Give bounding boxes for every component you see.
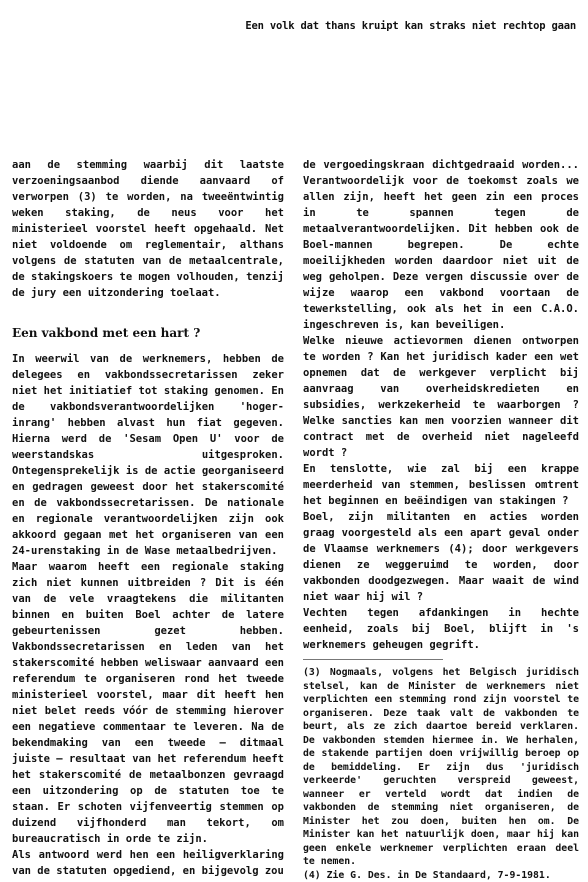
- footnote-divider: [303, 659, 443, 660]
- body-paragraph: In weerwil van de werknemers, hebben de delegees en vakbondssecretarissen zeker niet het initiatief tot staking genomen. En de vakbondsverantwoordelijken 'hoger-inrang' hebben alvast hun fiat gegeven. Hierna werd de 'Sesam Open U' voor de weerstandskas uitgesproken. Ontegensprekelijk is de actie georganiseerd en gedragen geweest door het stakerscomité en de vakbondssecretarissen. De nationale en regionale verantwoordelijken zijn ook akkoord gegaan met het organiseren van een 24-urenstaking in de Wase metaalbedrijven.: [12, 351, 284, 559]
- footnotes: [303, 666, 579, 882]
- body-paragraph: de vergoedingskraan dichtgedraaid worden... Verantwoordelijk voor de toekomst zoals we allen zijn, heeft het geen zin een proces in te spannen tegen de metaalverantwoordelijken. Dit hebben ook de Boel-mannen begrepen. De echte moeilijkheden worden daardoor niet uit de weg geholpen. Deze vergen discussie over de wijze waarop een vakbond voortaan de tewerkstelling, ook als het in een C.A.O. ingeschreven is, kan beveiligen.: [303, 157, 579, 333]
- section-heading: Een vakbond met een hart ?: [12, 325, 284, 341]
- footnote: (4) Zie G. Des. in De Standaard, 7-9-1981.: [303, 869, 579, 882]
- body-paragraph: Als antwoord werd hen een heiligverklaring van de statuten opgediend, en bijgevolg zou: [12, 847, 284, 879]
- left-column: [12, 157, 284, 879]
- footnote: (3) Nogmaals, volgens het Belgisch juridisch stelsel, kan de Minister de werknemers niet verplichten een stemming rond zijn voorstel te organiseren. Deze taak valt de vakbonden te beurt, als ze zich daartoe bereid verklaren. De vakbonden stemden hiermee in. We herhalen, de stakende partijen doen vrijwillig beroep op de bemiddeling. Er zijn dus 'juridisch verkeerde' geruchten verspreid geweest, wanneer er verteld wordt dat indien de vakbonden de stemming niet organiseren, de Minister het zou doen, buiten hen om. De Minister kan het natuurlijk doen, maar hij kan geen enkele werknemer verplichten eraan deel te nemen.: [303, 666, 579, 869]
- body-paragraph: En tenslotte, wie zal bij een krappe meerderheid van stemmen, beslissen omtrent het beginnen en beëindigen van stakingen ?: [303, 461, 579, 509]
- body-paragraph: Welke nieuwe actievormen dienen ontworpen te worden ? Kan het juridisch kader een wet opnemen dat de werkgever verplicht bij aanvraag van overheidskredieten en subsidies, werkzekerheid te waarborgen ? Welke sancties kan men voorzien wanneer dit contract met de overheid niet nageleefd wordt ?: [303, 333, 579, 461]
- running-title: Een volk dat thans kruipt kan straks niet rechtop gaan: [245, 20, 576, 32]
- right-column: [303, 157, 579, 882]
- intro-paragraph: aan de stemming waarbij dit laatste verzoeningsaanbod diende aanvaard of verworpen (3) te worden, na tweeëntwintig weken staking, de neus voor het ministerieel voorstel heeft opgehaald. Net niet voldoende om reglementair, althans volgens de statuten van de metaalcentrale, de stakingskoers te mogen volhouden, tenzij de jury een uitzondering toelaat.: [12, 157, 284, 301]
- body-paragraph: Maar waarom heeft een regionale staking zich niet kunnen uitbreiden ? Dit is één van de vele vraagtekens die militanten binnen en buiten Boel achter de latere gebeurtenissen gezet hebben. Vakbondssecretarissen en leden van het stakerscomité hebben weliswaar aanvaard een referendum te organiseren rond het tweede ministerieel voorstel, maar dit heeft hen niet belet reeds vóór de stemming hierover een negatieve commentaar te leveren. Na de bekendmaking van een tweede — ditmaal juiste — resultaat van het referendum heeft het stakerscomité de metaalbonzen gevraagd een uitzondering op de statuten toe te staan. Er schoten vijfenveertig stemmen op duizend vijfhonderd man tekort, om bureaucratisch in orde te zijn.: [12, 559, 284, 847]
- body-paragraph: Boel, zijn militanten en acties worden graag voorgesteld als een apart geval onder de Vlaamse werknemers (4); door werkgevers dienen ze weggeruimd te worden, door vakbonden doodgezwegen. Maar waait de wind niet waar hij wil ?: [303, 509, 579, 605]
- body-paragraph: Vechten tegen afdankingen in hechte eenheid, zoals bij Boel, blijft in 's werknemers geheugen gegrift.: [303, 605, 579, 653]
